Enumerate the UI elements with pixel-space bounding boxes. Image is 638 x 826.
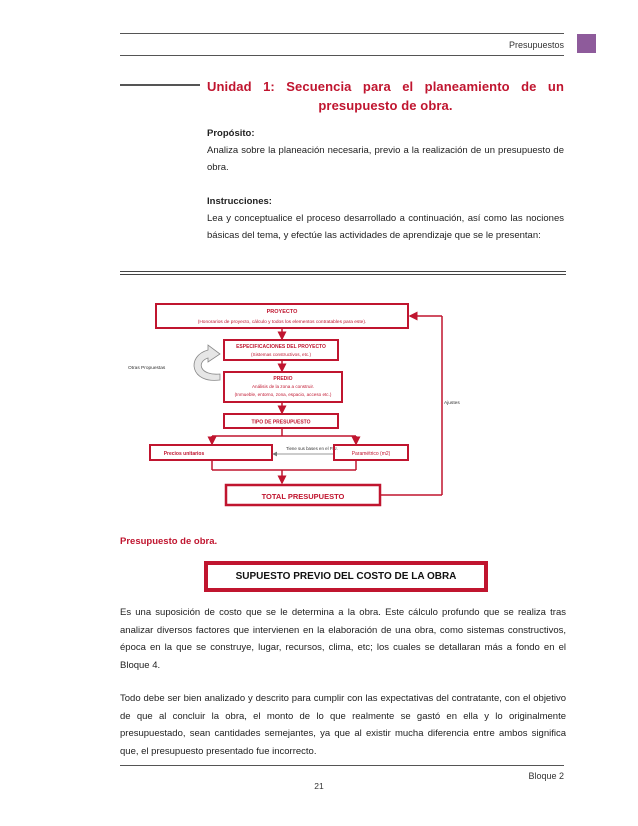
separator-rule-2	[120, 274, 566, 275]
instructions-text: Lea y conceptualice el proceso desarrollado a continuación, así como las nociones básicas del tema, y efectúe las actividades de aprendizaje que se le presentan:	[207, 213, 564, 241]
paragraph-2: Todo debe ser bien analizado y descrito para cumplir con las expectativas del contratante, con el objetivo de que al concluir la obra, el monto de lo que realmente se gastó en ella y lo originalmente presupuestado, sean cantidades semejantes, ya que al existir mucha diferencia entre ambos significa que, el presupuesto presentado fue incorrecto.	[120, 693, 566, 757]
process-diagram-svg	[120, 292, 486, 520]
precios-unitarios-label: Precios unitarios	[163, 451, 205, 457]
instructions-label: Instrucciones:	[207, 196, 272, 207]
proyecto-subtitle: (Honorarios de proyecto, cálculo y todos los elementos contratables para este).	[197, 320, 367, 325]
purpose-label: Propósito:	[207, 128, 255, 139]
header-rule-bottom	[120, 55, 564, 56]
tiene-bases-label: Tiene sus bases en el P.U.	[286, 446, 338, 451]
total-presupuesto-label: TOTAL PRESUPUESTO	[261, 492, 345, 501]
unit-title: Unidad 1: Secuencia para el planeamiento de un presupuesto de obra.	[207, 79, 564, 113]
otras-propuestas-label: Otras Propuestas	[128, 366, 166, 371]
page-number: 21	[314, 781, 324, 791]
proyecto-title: PROYECTO	[266, 309, 298, 315]
purpose-text: Analiza sobre la planeación necesaria, previo a la realización de un presupuesto de obra.	[207, 145, 564, 173]
footer-block: Bloque 2	[528, 771, 564, 781]
callout-box	[204, 561, 488, 592]
paragraph-1: Es una suposición de costo que se le determina a la obra. Este cálculo profundo que se realiza tras analizar diversos factores que intervienen en la elaboración de una obra, como sistemas constructivos, época en la que se construye, lugar, recursos, clima, etc; los cuales se detallaran más a fondo en el Bloque 4.	[120, 607, 566, 671]
loop-arrow-icon	[194, 345, 220, 380]
header-rule-top	[120, 33, 564, 34]
header-title: Presupuestos	[508, 40, 564, 50]
separator-rule-1	[120, 271, 566, 272]
process-diagram	[120, 292, 486, 520]
especificaciones-title: ESPECIFICACIONES DEL PROYECTO	[236, 344, 326, 350]
unit-title-rule	[120, 84, 200, 86]
ajustes-label: Ajustes	[444, 401, 460, 406]
especificaciones-box	[224, 340, 338, 360]
purpose-section	[207, 125, 564, 176]
especificaciones-subtitle: (Sistemas constructivos, etc.)	[251, 352, 311, 357]
parametrico-label: Paramétrico (m2)	[351, 451, 391, 457]
instructions-section	[207, 193, 564, 244]
footer-rule	[120, 765, 564, 766]
presupuesto-heading: Presupuesto de obra.	[120, 536, 218, 547]
tipo-presupuesto-label: TIPO DE PRESUPUESTO	[251, 419, 311, 426]
predio-subtitle-1: Análisis de la zona a construir.	[251, 384, 315, 389]
predio-title: PREDIO	[273, 376, 293, 382]
callout-text: SUPUESTO PREVIO DEL COSTO DE LA OBRA	[235, 571, 457, 582]
predio-subtitle-2: (Inmueble, entorno, zona, espacio, acceso etc.)	[234, 392, 332, 397]
header-accent-square	[577, 34, 596, 53]
